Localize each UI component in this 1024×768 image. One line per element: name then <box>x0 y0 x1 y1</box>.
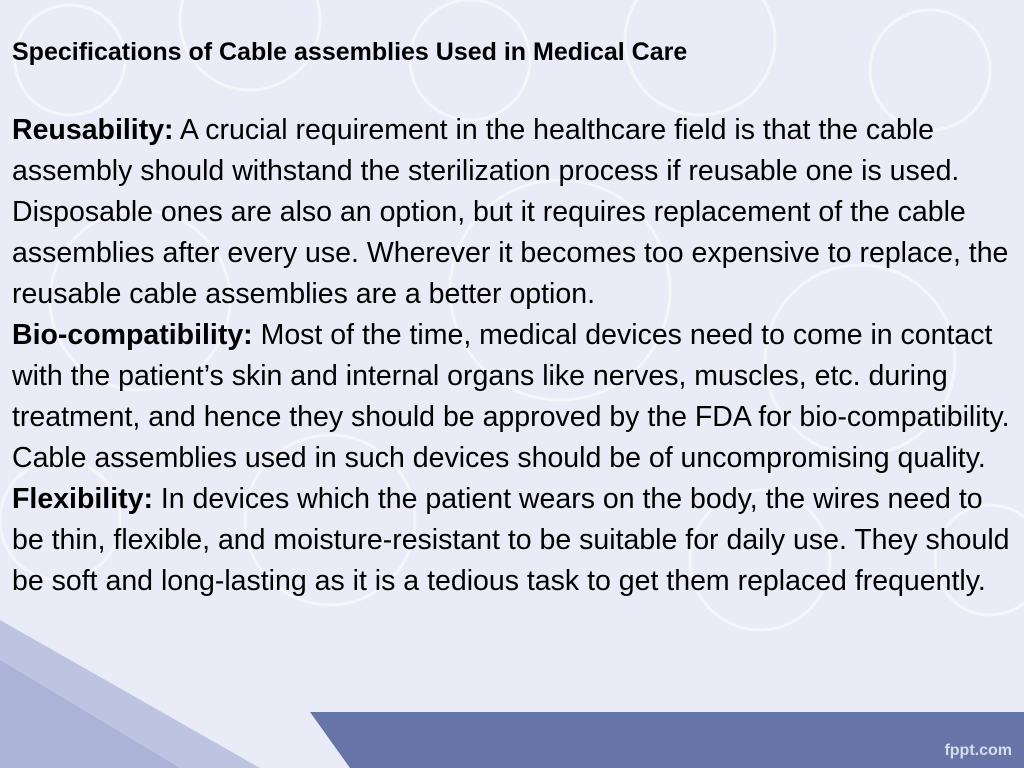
section-term: Bio-compatibility: <box>12 319 253 351</box>
bottom-band <box>310 712 1024 768</box>
section-term: Flexibility: <box>12 483 153 515</box>
section-text: A crucial requirement in the healthcare field is that the cable assembly should withstand the sterilization process if reusable one is used. Disposable ones are also an option, but it requires replacement of the cable assemblies after every use. Wherever it becomes too expensive to replace, the reusable cable assemblies are a better option. <box>12 114 1009 310</box>
section-text: In devices which the patient wears on the body, the wires need to be thin, flexible, and moisture-resistant to be suitable for daily use. They should be soft and long-lasting as it is a tedious task to get them replaced frequently. <box>12 483 1010 597</box>
section-text: Most of the time, medical devices need to come in contact with the patient’s skin and internal organs like nerves, muscles, etc. during treatment, and hence they should be approved by the FDA for bio-compatibility. Cable assemblies used in such devices should be of uncompromising quality. <box>12 319 1010 474</box>
slide-title: Specifications of Cable assemblies Used in Medical Care <box>12 38 688 66</box>
slide-content <box>12 34 1017 602</box>
section-term: Reusability: <box>12 114 174 146</box>
section-reusability <box>12 110 1017 315</box>
watermark: fppt.com <box>944 742 1012 759</box>
section-bio-compatibility <box>12 315 1017 479</box>
section-flexibility <box>12 479 1017 602</box>
